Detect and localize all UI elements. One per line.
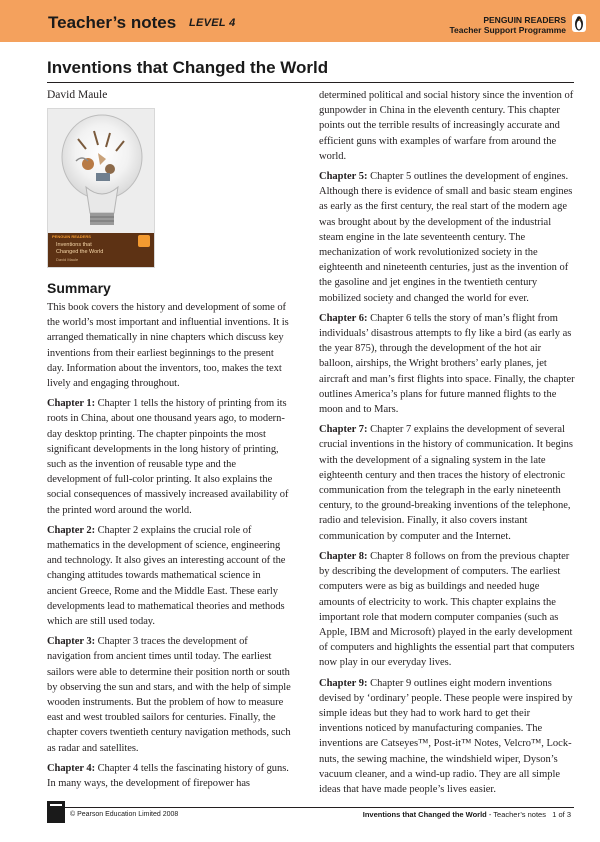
chapter-4-paragraph: Chapter 4: Chapter 4 tells the fascinating history of guns. In many ways, the development of firepower has — [47, 762, 289, 790]
level-label: LEVEL 4 — [189, 17, 236, 29]
pearson-logo-icon — [47, 801, 65, 823]
chapter-3-paragraph: Chapter 3: Chapter 3 traces the development of navigation from ancient times until today. The earliest sailors were able to determine their position north or south by observing the sun and stars, and with the help of simple wooden instruments. But the problem of how to measure east and west troubled sailors for centuries. Finally, the chapter covers twentieth century navigation methods, such as radar and satellites. — [47, 636, 291, 754]
lightbulb-illustration — [48, 109, 155, 233]
footer-doc-title: Inventions that Changed the World — [362, 810, 487, 819]
book-cover — [47, 108, 155, 268]
chapter-2-paragraph: Chapter 2: Chapter 2 explains the crucial role of mathematics in the development of science, engineering and technology. It also gives an interesting account of the changing attitudes towards mathematical science in ancient Greece, Rome and the Middle East. These early developments lead to mathematical theories and methods which are still used today. — [47, 524, 286, 628]
summary-heading: Summary — [47, 280, 111, 296]
footer-suffix: - Teacher’s notes — [486, 810, 546, 819]
author-name: David Maule — [47, 89, 108, 101]
summary-paragraph: This book covers the history and development of some of the world’s most important and influential inventions. It is arranged thematically in nine chapters which discuss key inventions from their earliest beginnings to the present day. Information about the inventors, too, makes the text lively and engaging throughout. — [47, 302, 289, 390]
chapter-4-continuation: determined political and social history since the invention of gunpowder in China in the eleventh century. This chapter points out the terrible results of increasingly accurate and efficient guns with examples of warfare from around the world. — [319, 90, 574, 162]
header-title: Teacher’s notes — [48, 13, 177, 32]
copyright-notice: © Pearson Education Limited 2008 — [70, 811, 179, 818]
cover-title — [56, 242, 103, 263]
chapter-6-paragraph: Chapter 6: Chapter 6 tells the story of man’s flight from individuals’ disastrous attempts to fly like a bird (as early as the year 875), through the development of the hot air balloon, airships, the Wright brothers’ early planes, jet aircraft and man’s first flights into space. Finally, the chapter outlines America’s plans for future manned flights to the moon and to Mars. — [319, 312, 575, 416]
chapter-8-paragraph: Chapter 8: Chapter 8 follows on from the previous chapter by describing the development of computers. The earliest computers were as big as buildings and needed huge amounts of electricity to work. This chapter explains the important role that modern computer companies (such as Apple, IBM and Microsoft) played in the early development of computers and highlights the essential part that computers now play in our everyday lives. — [319, 550, 575, 669]
title-divider — [47, 82, 574, 83]
document-title: Inventions that Changed the World — [47, 58, 329, 77]
chapter-5-paragraph: Chapter 5: Chapter 5 outlines the development of engines. Although there is evidence of small and basic steam engines as early as the first century, the real start of the modern age was brought about by the development of the industrial steam engine in the late seventeenth century. The mechanization of work revolutionized society in the eighteenth and nineteenth centuries, just as the invention of the gasoline and jet engines in the twentieth century mobilized society and changed the world for ever. — [319, 171, 573, 304]
footer-divider — [47, 807, 574, 808]
page-number: 1 of 3 — [552, 810, 571, 819]
cover-penguin-icon — [138, 235, 150, 247]
cover-brand: PENGUIN READERS — [52, 234, 91, 239]
cover-title-line2: Changed the World — [56, 249, 104, 255]
cover-author: David Maule — [56, 257, 79, 262]
series-name: PENGUIN READERS — [483, 15, 566, 25]
cover-title-line1: Inventions that — [56, 242, 92, 248]
chapter-9-paragraph: Chapter 9: Chapter 9 outlines eight modern inventions devised by ‘ordinary’ people. These people were inspired by simple ideas but they had to work hard to get their inventions noticed by manufacturing companies. The inventions are Catseyes™, Post-it™ Notes, Velcro™, Lock-nuts, the sewing machine, the windshield wiper, Dyson’s vacuum cleaner, and a wind-up radio. They are all simple ideas that have made people’s lives easier. — [319, 677, 573, 795]
programme-name: Teacher Support Programme — [449, 25, 566, 35]
footer-page-info — [363, 810, 571, 819]
chapter-7-paragraph: Chapter 7: Chapter 7 explains the development of several crucial inventions in the history of communication. It begins with the development of a signaling system in the late eighteenth century and then traces the history of electronic communication from the telegraph in the early nineteenth century, to the ground-breaking inventions of the telephone, radio and television. Finally, it also covers instant communication by computer and the Internet. — [319, 424, 573, 542]
right-column — [319, 88, 575, 802]
chapter-1-paragraph: Chapter 1: Chapter 1 tells the history of printing from its roots in China, about one thousand years ago, to modern-day desktop printing. The chapter pinpoints the most significant developments in the long history of printing, such as the invention of reusable type and the development of full-color printing. It also explains the social consequences of massively increased availability of the printed word around the world. — [47, 398, 289, 516]
series-info — [449, 15, 566, 35]
penguin-logo-icon — [572, 14, 586, 32]
left-column — [47, 280, 292, 796]
